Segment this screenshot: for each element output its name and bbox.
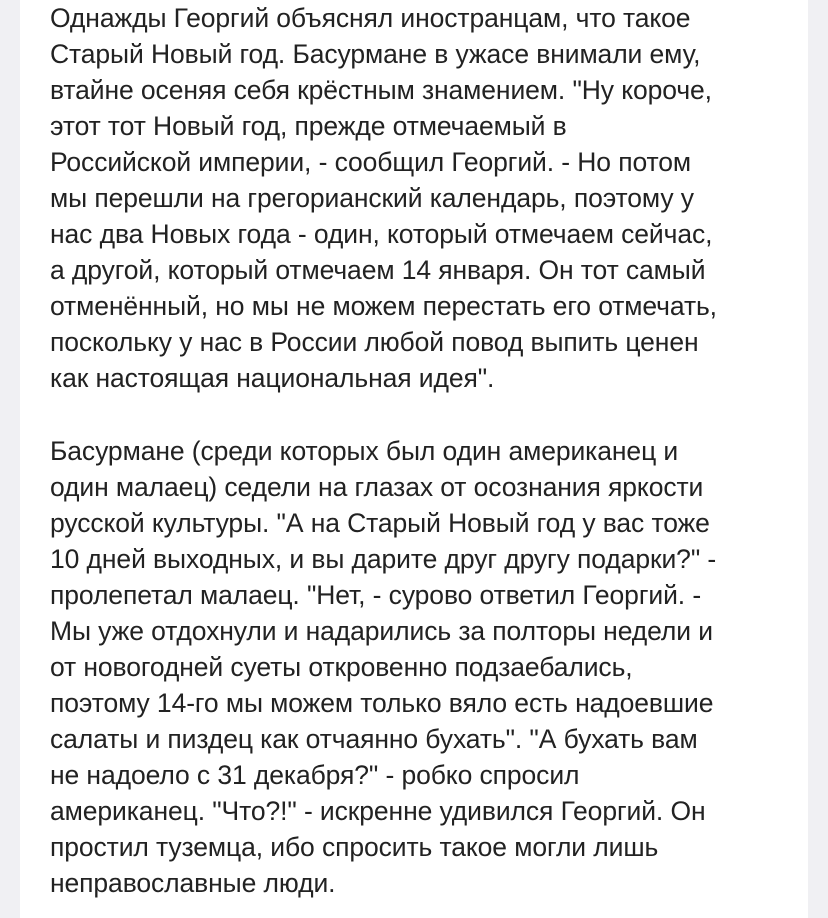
text-line: простил туземца, ибо спросить такое могли лишь (50, 832, 659, 862)
document-page (20, 0, 808, 918)
paragraph-2 (50, 433, 716, 901)
text-line: а другой, который отмечаем 14 января. Он тот самый (50, 255, 706, 285)
text-line: Басурмане (среди которых был один американец и (50, 436, 679, 466)
text-line: мы перешли на грегорианский календарь, поэтому у (50, 183, 694, 213)
text-line: русской культуры. "А на Старый Новый год у вас тоже (50, 508, 710, 538)
text-line: поскольку у нас в России любой повод выпить ценен (50, 327, 699, 357)
text-line: этот тот Новый год, прежде отмечаемый в (50, 111, 567, 141)
text-line: нас два Новых года - один, который отмечаем сейчас, (50, 219, 713, 249)
text-line: Однажды Георгий объяснял иностранцам, что такое (50, 3, 691, 33)
text-line: салаты и пиздец как отчаянно бухать". "А бухать вам (50, 724, 698, 754)
text-line: не надоело с 31 декабря?" - робко спросил (50, 760, 580, 790)
text-line: поэтому 14-го мы можем только вяло есть надоевшие (50, 688, 714, 718)
text-line: Российской империи, - сообщил Георгий. - Но потом (50, 147, 692, 177)
text-line: американец. "Что?!" - искренне удивился Георгий. Он (50, 796, 706, 826)
text-line: как настоящая национальная идея". (50, 363, 495, 393)
text-line: Старый Новый год. Басурмане в ужасе внимали ему, (50, 39, 701, 69)
text-line: один малаец) седели на глазах от осознания яркости (50, 472, 704, 502)
text-line: от новогодней суеты откровенно подзаебались, (50, 652, 633, 682)
text-line: Мы уже отдохнули и надарились за полторы недели и (50, 616, 713, 646)
text-line: 10 дней выходных, и вы дарите друг другу подарки?" - (50, 544, 717, 574)
paragraph-1 (50, 0, 717, 396)
text-line: втайне осеняя себя крёстным знамением. "Ну короче, (50, 75, 712, 105)
text-line: отменённый, но мы не можем перестать его отмечать, (50, 291, 717, 321)
text-line: неправославные люди. (50, 868, 336, 898)
text-line: пролепетал малаец. "Нет, - сурово ответил Георгий. - (50, 580, 702, 610)
